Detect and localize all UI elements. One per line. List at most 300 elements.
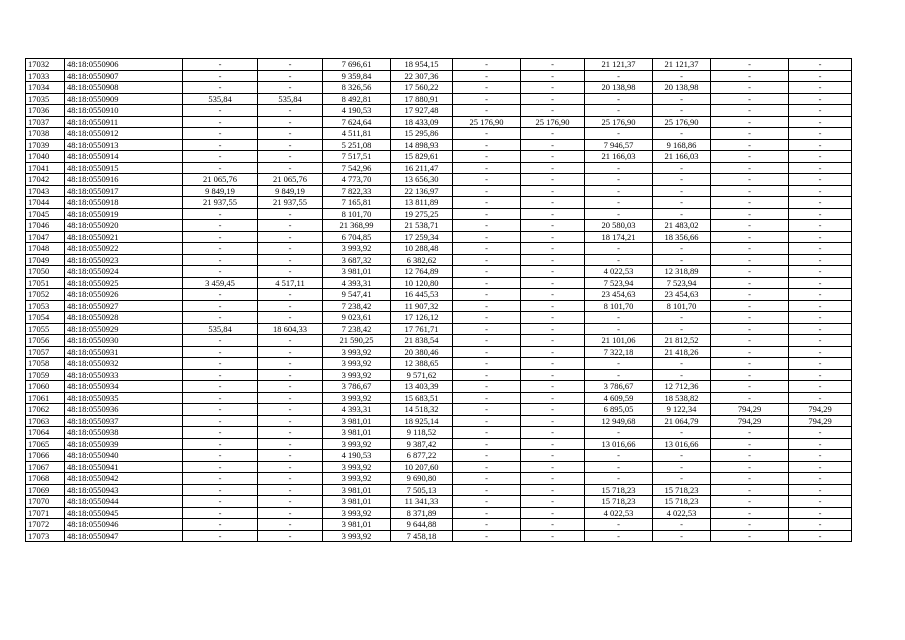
value-cell: - [789,473,852,485]
value-cell: - [521,484,585,496]
value-cell: - [521,496,585,508]
row-number-cell: 17052 [26,289,65,301]
value-cell: - [789,381,852,393]
cadastral-number-cell: 48:18:0550917 [65,185,183,197]
value-cell: 21 937,55 [183,197,258,209]
value-cell: 535,84 [258,93,323,105]
value-cell: - [653,93,711,105]
value-cell: - [585,197,653,209]
value-cell: 3 993,92 [323,243,391,255]
value-cell: - [453,519,521,531]
value-cell: 15 683,51 [391,392,453,404]
value-cell: 794,29 [789,404,852,416]
value-cell: - [521,70,585,82]
value-cell: - [521,427,585,439]
value-cell: 3 786,67 [585,381,653,393]
value-cell: - [258,461,323,473]
value-cell: 13 016,66 [653,438,711,450]
value-cell: - [789,151,852,163]
value-cell: 9 690,80 [391,473,453,485]
value-cell: - [258,369,323,381]
value-cell: 15 718,23 [653,484,711,496]
table-row [26,369,852,381]
value-cell: - [789,519,852,531]
value-cell: 10 120,80 [391,277,453,289]
value-cell: - [453,220,521,232]
value-cell: - [711,461,789,473]
value-cell: - [183,335,258,347]
value-cell: - [453,208,521,220]
row-number-cell: 17037 [26,116,65,128]
value-cell: 7 624,64 [323,116,391,128]
value-cell: - [183,381,258,393]
row-number-cell: 17067 [26,461,65,473]
value-cell: - [521,139,585,151]
value-cell: - [521,93,585,105]
value-cell: - [789,277,852,289]
value-cell: 17 126,12 [391,312,453,324]
cadastral-number-cell: 48:18:0550916 [65,174,183,186]
value-cell: 3 993,92 [323,473,391,485]
value-cell: 20 138,98 [653,82,711,94]
value-cell: - [521,185,585,197]
value-cell: 8 326,56 [323,82,391,94]
value-cell: - [789,82,852,94]
table-row [26,312,852,324]
value-cell: - [183,59,258,71]
value-cell: 22 136,97 [391,185,453,197]
value-cell: 7 946,57 [585,139,653,151]
value-cell: - [585,323,653,335]
value-cell: 17 880,91 [391,93,453,105]
value-cell: - [183,346,258,358]
value-cell: - [453,312,521,324]
value-cell: 21 368,99 [323,220,391,232]
value-cell: 8 101,70 [653,300,711,312]
row-number-cell: 17034 [26,82,65,94]
cadastral-number-cell: 48:18:0550911 [65,116,183,128]
value-cell: 7 696,61 [323,59,391,71]
table-row [26,358,852,370]
value-cell: - [521,381,585,393]
value-cell: - [258,450,323,462]
value-cell: - [183,139,258,151]
value-cell: - [258,335,323,347]
table-row [26,415,852,427]
value-cell: - [453,93,521,105]
value-cell: - [653,312,711,324]
cadastral-number-cell: 48:18:0550915 [65,162,183,174]
value-cell: 21 838,54 [391,335,453,347]
cadastral-number-cell: 48:18:0550919 [65,208,183,220]
cadastral-values-table [25,58,852,542]
value-cell: - [585,358,653,370]
value-cell: - [711,185,789,197]
value-cell: - [453,415,521,427]
value-cell: 15 295,86 [391,128,453,140]
value-cell: - [711,473,789,485]
cadastral-number-cell: 48:18:0550923 [65,254,183,266]
value-cell: 794,29 [711,404,789,416]
value-cell: - [521,519,585,531]
value-cell: - [453,82,521,94]
value-cell: - [711,289,789,301]
table-row [26,300,852,312]
cadastral-number-cell: 48:18:0550934 [65,381,183,393]
row-number-cell: 17053 [26,300,65,312]
cadastral-number-cell: 48:18:0550938 [65,427,183,439]
value-cell: 5 251,08 [323,139,391,151]
value-cell: - [789,243,852,255]
cadastral-number-cell: 48:18:0550946 [65,519,183,531]
value-cell: 7 322,18 [585,346,653,358]
value-cell: - [183,369,258,381]
value-cell: - [789,289,852,301]
cadastral-number-cell: 48:18:0550929 [65,323,183,335]
value-cell: - [453,254,521,266]
value-cell: 18 604,33 [258,323,323,335]
value-cell: - [711,427,789,439]
value-cell: - [453,381,521,393]
value-cell: 4 190,53 [323,105,391,117]
value-cell: 3 981,01 [323,496,391,508]
cadastral-number-cell: 48:18:0550920 [65,220,183,232]
value-cell: - [453,507,521,519]
value-cell: 6 382,62 [391,254,453,266]
value-cell: - [521,323,585,335]
table-row [26,473,852,485]
value-cell: - [183,404,258,416]
value-cell: - [521,105,585,117]
row-number-cell: 17049 [26,254,65,266]
cadastral-number-cell: 48:18:0550945 [65,507,183,519]
value-cell: - [453,151,521,163]
value-cell: - [453,404,521,416]
value-cell: - [585,243,653,255]
value-cell: - [653,197,711,209]
value-cell: - [711,277,789,289]
value-cell: 13 811,89 [391,197,453,209]
value-cell: 7 238,42 [323,300,391,312]
value-cell: 15 718,23 [585,484,653,496]
value-cell: 13 656,30 [391,174,453,186]
value-cell: - [453,369,521,381]
value-cell: - [789,496,852,508]
value-cell: - [183,243,258,255]
value-cell: 3 459,45 [183,277,258,289]
value-cell: - [521,507,585,519]
row-number-cell: 17059 [26,369,65,381]
value-cell: - [711,530,789,542]
row-number-cell: 17040 [26,151,65,163]
value-cell: 9 571,62 [391,369,453,381]
table-row [26,174,852,186]
value-cell: 14 898,93 [391,139,453,151]
value-cell: 3 993,92 [323,358,391,370]
value-cell: - [789,266,852,278]
value-cell: 9 547,41 [323,289,391,301]
cadastral-number-cell: 48:18:0550927 [65,300,183,312]
value-cell: - [258,300,323,312]
table-row [26,266,852,278]
cadastral-number-cell: 48:18:0550912 [65,128,183,140]
table-row [26,381,852,393]
value-cell: - [711,105,789,117]
table-row [26,231,852,243]
cadastral-number-cell: 48:18:0550932 [65,358,183,370]
value-cell: 21 101,06 [585,335,653,347]
value-cell: - [258,59,323,71]
value-cell: 9 387,42 [391,438,453,450]
value-cell: - [183,484,258,496]
value-cell: 18 356,66 [653,231,711,243]
value-cell: 21 166,03 [585,151,653,163]
cadastral-number-cell: 48:18:0550914 [65,151,183,163]
value-cell: - [183,496,258,508]
value-cell: 4 517,11 [258,277,323,289]
value-cell: - [585,369,653,381]
row-number-cell: 17069 [26,484,65,496]
table-row [26,128,852,140]
value-cell: - [258,139,323,151]
value-cell: 3 993,92 [323,438,391,450]
value-cell: - [258,70,323,82]
value-cell: - [789,507,852,519]
value-cell: 21 538,71 [391,220,453,232]
value-cell: - [711,300,789,312]
value-cell: - [183,116,258,128]
value-cell: 7 505,13 [391,484,453,496]
value-cell: - [711,507,789,519]
value-cell: 9 118,52 [391,427,453,439]
row-number-cell: 17047 [26,231,65,243]
value-cell: 15 718,23 [653,496,711,508]
value-cell: 3 981,01 [323,415,391,427]
value-cell: 8 371,89 [391,507,453,519]
cadastral-number-cell: 48:18:0550936 [65,404,183,416]
value-cell: - [258,507,323,519]
value-cell: - [183,70,258,82]
value-cell: 22 307,36 [391,70,453,82]
value-cell: - [258,427,323,439]
value-cell: 4 022,53 [585,507,653,519]
table-row [26,139,852,151]
value-cell: - [711,254,789,266]
value-cell: - [258,208,323,220]
value-cell: - [711,346,789,358]
value-cell: - [453,496,521,508]
row-number-cell: 17072 [26,519,65,531]
value-cell: - [789,450,852,462]
value-cell: 7 458,18 [391,530,453,542]
value-cell: - [183,82,258,94]
value-cell: - [789,197,852,209]
value-cell: 12 388,65 [391,358,453,370]
value-cell: - [711,243,789,255]
value-cell: - [521,289,585,301]
cadastral-number-cell: 48:18:0550937 [65,415,183,427]
cadastral-number-cell: 48:18:0550918 [65,197,183,209]
value-cell: 10 288,48 [391,243,453,255]
value-cell: - [585,312,653,324]
value-cell: - [585,93,653,105]
value-cell: - [711,381,789,393]
value-cell: - [453,59,521,71]
value-cell: - [789,335,852,347]
value-cell: 6 704,85 [323,231,391,243]
value-cell: - [183,530,258,542]
value-cell: - [653,174,711,186]
table-row [26,484,852,496]
value-cell: 21 166,03 [653,151,711,163]
value-cell: - [258,473,323,485]
value-cell: 3 981,01 [323,519,391,531]
value-cell: - [653,323,711,335]
row-number-cell: 17036 [26,105,65,117]
value-cell: - [183,461,258,473]
value-cell: - [258,266,323,278]
value-cell: - [789,105,852,117]
cadastral-number-cell: 48:18:0550940 [65,450,183,462]
value-cell: - [653,530,711,542]
value-cell: 4 609,59 [585,392,653,404]
table-row [26,162,852,174]
value-cell: - [258,243,323,255]
value-cell: 21 483,02 [653,220,711,232]
value-cell: 794,29 [789,415,852,427]
value-cell: - [453,128,521,140]
value-cell: - [183,507,258,519]
value-cell: - [711,335,789,347]
table-row [26,323,852,335]
value-cell: - [789,93,852,105]
value-cell: - [521,473,585,485]
table-row [26,461,852,473]
table-row [26,404,852,416]
value-cell: - [711,484,789,496]
value-cell: - [521,151,585,163]
value-cell: - [653,461,711,473]
value-cell: - [183,220,258,232]
value-cell: - [453,162,521,174]
row-number-cell: 17060 [26,381,65,393]
value-cell: - [453,139,521,151]
value-cell: 7 165,81 [323,197,391,209]
cadastral-number-cell: 48:18:0550930 [65,335,183,347]
value-cell: 9 023,61 [323,312,391,324]
value-cell: - [711,70,789,82]
value-cell: - [258,162,323,174]
value-cell: - [521,450,585,462]
value-cell: - [183,392,258,404]
value-cell: - [183,254,258,266]
value-cell: - [585,208,653,220]
value-cell: - [453,266,521,278]
value-cell: - [789,358,852,370]
value-cell: - [521,358,585,370]
table-body [26,59,852,542]
value-cell: 25 176,90 [453,116,521,128]
value-cell: - [789,530,852,542]
value-cell: - [453,70,521,82]
table-row [26,335,852,347]
value-cell: - [258,220,323,232]
value-cell: 12 712,36 [653,381,711,393]
value-cell: - [711,392,789,404]
value-cell: - [521,461,585,473]
cadastral-number-cell: 48:18:0550942 [65,473,183,485]
value-cell: - [183,312,258,324]
value-cell: 3 981,01 [323,427,391,439]
cadastral-number-cell: 48:18:0550947 [65,530,183,542]
row-number-cell: 17048 [26,243,65,255]
cadastral-number-cell: 48:18:0550935 [65,392,183,404]
table-row [26,220,852,232]
value-cell: 7 542,96 [323,162,391,174]
row-number-cell: 17033 [26,70,65,82]
value-cell: 3 981,01 [323,484,391,496]
value-cell: - [585,128,653,140]
cadastral-number-cell: 48:18:0550943 [65,484,183,496]
value-cell: - [453,231,521,243]
value-cell: 3 993,92 [323,461,391,473]
value-cell: - [521,254,585,266]
value-cell: - [258,231,323,243]
value-cell: - [653,369,711,381]
value-cell: - [585,162,653,174]
value-cell: 21 065,76 [258,174,323,186]
value-cell: - [789,300,852,312]
value-cell: - [789,231,852,243]
value-cell: - [183,358,258,370]
value-cell: - [453,105,521,117]
value-cell: - [521,392,585,404]
value-cell: 4 022,53 [653,507,711,519]
value-cell: - [453,530,521,542]
value-cell: - [711,174,789,186]
value-cell: - [789,438,852,450]
value-cell: 21 812,52 [653,335,711,347]
value-cell: - [711,93,789,105]
table-row [26,519,852,531]
value-cell: - [711,231,789,243]
value-cell: - [789,116,852,128]
row-number-cell: 17063 [26,415,65,427]
value-cell: - [521,59,585,71]
value-cell: 3 993,92 [323,530,391,542]
table-row [26,59,852,71]
value-cell: 3 993,92 [323,507,391,519]
cadastral-number-cell: 48:18:0550931 [65,346,183,358]
value-cell: - [258,484,323,496]
value-cell: 21 065,76 [183,174,258,186]
value-cell: 3 993,92 [323,346,391,358]
value-cell: 10 207,60 [391,461,453,473]
value-cell: 16 211,47 [391,162,453,174]
value-cell: 20 138,98 [585,82,653,94]
value-cell: - [521,82,585,94]
cadastral-number-cell: 48:18:0550921 [65,231,183,243]
value-cell: - [521,369,585,381]
value-cell: - [258,438,323,450]
value-cell: - [521,438,585,450]
value-cell: - [711,438,789,450]
value-cell: - [258,530,323,542]
value-cell: 16 445,53 [391,289,453,301]
value-cell: - [789,323,852,335]
value-cell: - [711,312,789,324]
value-cell: 21 418,26 [653,346,711,358]
